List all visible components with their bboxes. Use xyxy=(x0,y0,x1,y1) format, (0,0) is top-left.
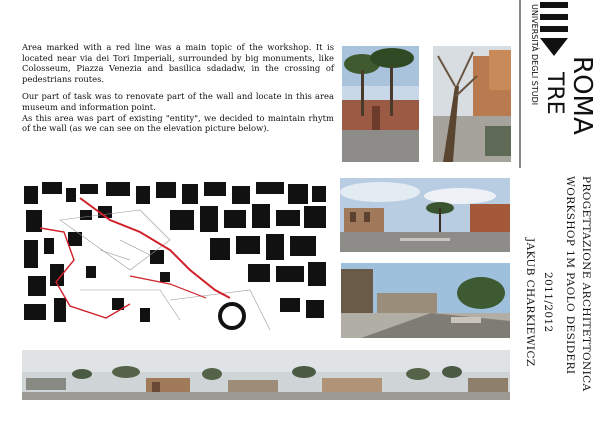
title-line-2: WORKSHOP 1M PAOLO DESIDERI xyxy=(564,176,576,375)
site-plan-map xyxy=(20,180,330,338)
title-year: 2011/2012 xyxy=(542,272,554,333)
project-title-block xyxy=(520,176,600,416)
photo-tree-buildings xyxy=(433,46,511,162)
intro-text xyxy=(22,42,334,141)
university-subtitle: UNIVERSITÀ DEGLI STUDI xyxy=(530,4,539,106)
photo-panorama-ruins xyxy=(340,178,510,252)
brand-name-tre: TRE xyxy=(542,72,567,115)
photo-pine-trees-wall xyxy=(342,46,419,162)
colosseum-ring xyxy=(220,304,244,328)
intro-paragraph-2: Our part of task was to renovate part of the wall and locate in this area museum and information point. xyxy=(22,91,334,112)
title-line-1: PROGETTAZIONE ARCHITETTONICA xyxy=(580,176,592,392)
photo-forum-view xyxy=(341,263,510,338)
intro-paragraph-1: Area marked with a red line was a main topic of the workshop. It is located near via dei Tori Imperiali, surrounded by big monuments, like Colosseum, Piazza Venezia and basilica sdadadw, in the crossing of pedestrians routes. xyxy=(22,42,334,84)
brand-name-roma: ROMA xyxy=(567,56,597,135)
intro-paragraph-3: As this area was part of existing "entity", we decided to maintain rhytm of the wall (as we can see on the elevation picture below). xyxy=(22,112,334,134)
title-author: JAKUB CHARKIEWICZ xyxy=(524,238,536,367)
elevation-panorama xyxy=(22,350,510,400)
roma-tre-logo xyxy=(518,0,600,168)
